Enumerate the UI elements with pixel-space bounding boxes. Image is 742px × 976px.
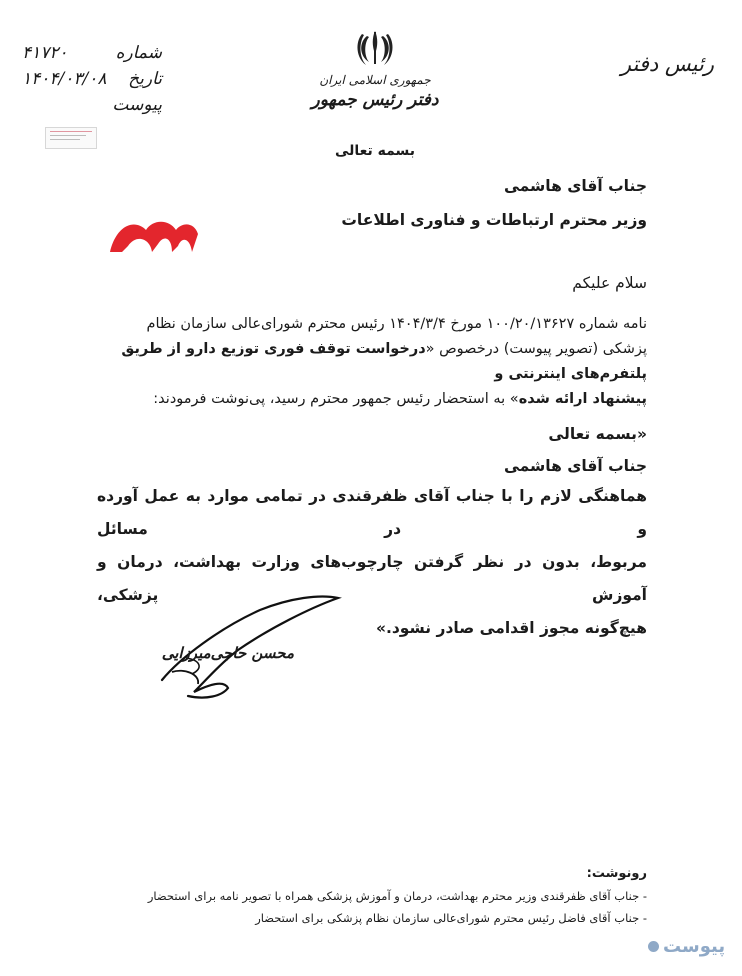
recipient-name: جناب آقای هاشمی	[503, 177, 647, 195]
quote-line-2: مربوط، بدون در نظر گرفتن چارچوب‌های وزارت بهداشت، درمان و آموزش پزشکی،	[97, 553, 647, 604]
iran-emblem-icon	[353, 28, 397, 68]
cc-line-1: - جناب آقای ظفرقندی وزیر محترم بهداشت، درمان و آموزش پزشکی همراه با تصویر نامه برای استحضار	[147, 889, 647, 903]
emblem-block	[300, 28, 450, 112]
intro-line-1: نامه شماره ۱۰۰/۲۰/۱۳۶۲۷ مورخ ۱۴۰۴/۳/۴ رئیس محترم شورای‌عالی سازمان نظام	[146, 316, 647, 332]
intro-line-3-plain: » به استحضار رئیس جمهور محترم رسید، پی‌نوشت فرمودند:	[153, 391, 519, 407]
intro-line-3	[97, 387, 647, 412]
greeting: سلام علیکم	[572, 274, 647, 292]
watermark-dot-icon	[648, 941, 659, 952]
watermark	[648, 936, 725, 957]
small-stamp	[45, 127, 97, 149]
quote-basmala: «بسمه تعالی	[548, 425, 647, 443]
number-value: ۴۱۷۲۰	[22, 43, 68, 63]
intro-line-2	[97, 337, 647, 387]
attachment-row	[22, 92, 162, 118]
number-row	[22, 40, 162, 66]
recipient-title: وزیر محترم ارتباطات و فناوری اطلاعات	[341, 211, 647, 229]
number-label: شماره	[115, 43, 162, 63]
intro-line-2-plain: پزشکی (تصویر پیوست) درخصوص «	[425, 341, 647, 357]
attachment-label: پیوست	[112, 95, 162, 115]
date-value: ۱۴۰۴/۰۳/۰۸	[22, 69, 107, 89]
date-label: تاریخ	[128, 69, 162, 89]
right-header-title: رئیس دفتر	[620, 52, 714, 76]
intro-line-2-subject: درخواست توقف فوری توزیع دارو از طریق پلتفرم‌های اینترنتی و	[121, 341, 647, 382]
cc-line-2: - جناب آقای فاضل رئیس محترم شورای‌عالی سازمان نظام پزشکی برای استحضار	[255, 911, 647, 925]
mehr-news-logo-icon	[106, 212, 202, 260]
signatory-name: محسن حاجی‌میرزایی	[161, 644, 294, 662]
letter-metadata	[22, 40, 162, 118]
basmala: بسمه تعالی	[334, 143, 416, 159]
intro-paragraph	[97, 312, 647, 412]
intro-line-3-subject: پیشنهاد ارائه شده	[518, 391, 647, 407]
watermark-text: پیوست	[663, 936, 726, 957]
quote-line-3: هیچ‌گونه مجوز اقدامی صادر نشود.»	[375, 619, 647, 637]
cc-title: رونوشت:	[586, 866, 647, 881]
emblem-line2: دفتر رئیس جمهور	[311, 90, 439, 110]
quote-line-1: هماهنگی لازم را با جناب آقای ظفرقندی در تمامی موارد به عمل آورده و در مسائل	[97, 487, 647, 538]
emblem-line1: جمهوری اسلامی ایران	[319, 73, 431, 87]
date-row	[22, 66, 162, 92]
quote-recipient: جناب آقای هاشمی	[503, 457, 647, 475]
